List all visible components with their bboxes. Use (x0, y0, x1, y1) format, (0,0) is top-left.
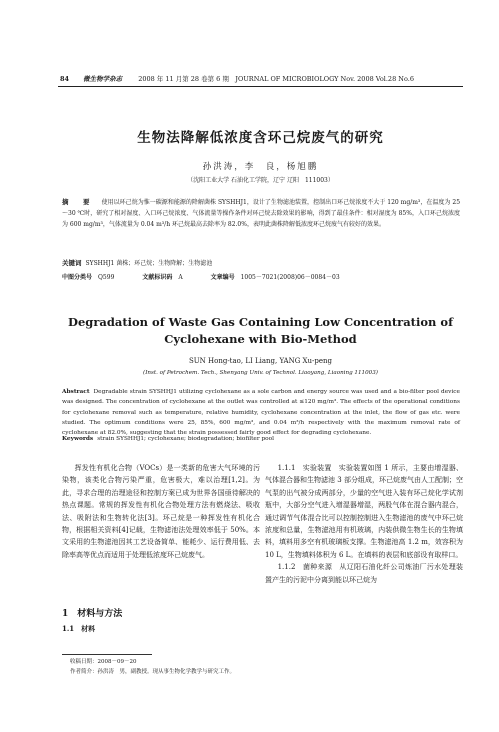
page-title-cn: 生物法降解低浓度含环己烷废气的研究 (137, 130, 384, 146)
keywords-en-label: Keywords (62, 436, 94, 442)
body-right-column (265, 462, 463, 586)
keywords-cn-text: SYSHHJ1 菌株；环己烷；生物降解；生物滤池 (85, 260, 213, 267)
authors-en: SUN Hong-tao, LI Liang, YANG Xu-peng (188, 357, 333, 365)
received-date: 收稿日期：2008－09－20 (70, 659, 137, 665)
page-number: 84 (60, 75, 70, 83)
abstract-cn (62, 197, 460, 231)
clc-label: 中图分类号 (62, 274, 93, 281)
clc-value: Q599 (98, 274, 115, 281)
section-heading-1-1: 1.1 材料 (62, 624, 96, 633)
abstract-en-text: Degradable strain SYSHHJ1 utilizing cyclohexane as a sole carbon and energy source was used and a bio-filter pool device was designed. The concentration of cyclohexane at the outlet was controlled at ≤120 mg/m³. The effects of the operational conditions for cyclohexane removal such as temperature, relative humidity, cyclohexane concentration at the inlet, the flow of gas etc. were studied. The optimum conditions were 25, 85%, 600 mg/m³, and 0.04 m³/h respectively with the maximum removal rate of cyclohexane at 82.0%, suggesting that the strain possessed fairly good effect for degrading cyclohexane. (62, 389, 460, 437)
page-title-en: Degradation of Waste Gas Containing Low Concentration of Cyclohexane with Bio-Method (67, 315, 454, 346)
keywords-cn-label: 关键词 (62, 259, 82, 267)
classification-row (62, 272, 460, 281)
running-header (60, 74, 460, 83)
article-no-value: 1005－7021(2008)06－0084－03 (240, 274, 340, 281)
body-left-column (62, 462, 260, 561)
footnote (70, 657, 460, 677)
strain-source-paragraph: 1.1.2 菌种来源 从辽阳石油化纤公司炼油厂污水处理装置产生的污泥中分离到能以环己烷为 (265, 563, 463, 584)
doc-code-label: 文献标识码 (142, 274, 173, 281)
journal-name: 微生物学杂志 (83, 75, 123, 83)
abstract-cn-text: 使用以环己烷为惟一碳源和能源的降解菌株 SYSHHJ1，设计了生物滤池装置，控制出口环己烷浓度不大于 120 mg/m³，在温度为 25～30 ℃时，研究了相对湿度、入口环己烷浓度、气体流量等操作条件对环己烷去除效果的影响，得到了最佳条件：相对湿度为 85%，入口环己烷浓度为 600 mg/m³，气体流量为 0.04 m³/h 环己烷最高去除率为 82.0%，表明此菌株降解低浓度环己烷废气有较好的效果。 (62, 199, 461, 229)
intro-paragraph: 挥发性有机化合物（VOCs）是一类新的危害大气环境的污染物，该类化合物污染严重，危害极大，难以治理[1,2]。为此，寻求合理的治理途径和控制方案已成为世界各国亟待解决的热点课题。常规的挥发性有机化合物处理方法有燃烧法、吸收法、吸附法和生物转化法[3]。环己烷是一种挥发性有机化合物，根据相关资料[4]记载，生物滤池法处理效率低于 50%。本文采用的生物滤池因其工艺设备简单、能耗少、运行费用低、去除率高等优点而适用于处理低浓度环己烷废气。 (62, 464, 260, 559)
affiliation-en: (Inst. of Petrochem. Tech., Shenyang Univ. of Technol. Liaoyang, Liaoning 111003) (143, 370, 378, 376)
doc-code-value: A (178, 274, 183, 281)
abstract-cn-label: 摘 要 (62, 198, 94, 206)
affiliation-cn: （沈阳工业大学 石油化工学院，辽宁 辽阳 111003） (187, 177, 334, 184)
section-heading-1: 1 材料与方法 (62, 609, 123, 619)
keywords-en-text: strain SYSHHJ1; cyclohexane; biodegradation; biofilter pool (97, 436, 275, 442)
footnote-rule (62, 654, 152, 655)
issue-info: 2008 年 11 月第 28 卷第 6 期 JOURNAL OF MICROBIOLOGY Nov. 2008 Vol.28 No.6 (138, 75, 414, 83)
header-rule (58, 86, 463, 87)
abstract-en-label: Abstract (62, 389, 90, 395)
keywords-en (62, 436, 460, 442)
apparatus-paragraph: 1.1.1 实验装置 实验装置如图 1 所示，主要由增湿器、气体混合器和生物滤池 3 部分组成，环己烷废气由人工配制；空气泵的出气被分成两部分，少量的空气进入装有环己烷化学试剂瓶中，大部分空气进入增湿器增湿，两股气体在混合器内混合，通过调节气体混合比可以控制控制进入生物滤池的废气中环己烷浓度和总量，生物滤池用有机玻璃，内装供微生物生长的生物填料，填料用多空有机玻璃板支撑。生物滤池高 1.2 m，效容积为 10 L，生物填料体积为 6 L。在填料的表层和底部设有取样口。 (265, 464, 463, 559)
article-no-label: 文章编号 (210, 274, 235, 281)
abstract-en (62, 387, 460, 438)
keywords-cn (62, 258, 460, 267)
author-bio: 作者简介：孙洪涛 男，副教授。现从事生物化学教学与研究工作。 (70, 669, 236, 675)
authors-cn: 孙洪涛，李 良，杨旭鹏 (202, 162, 319, 172)
